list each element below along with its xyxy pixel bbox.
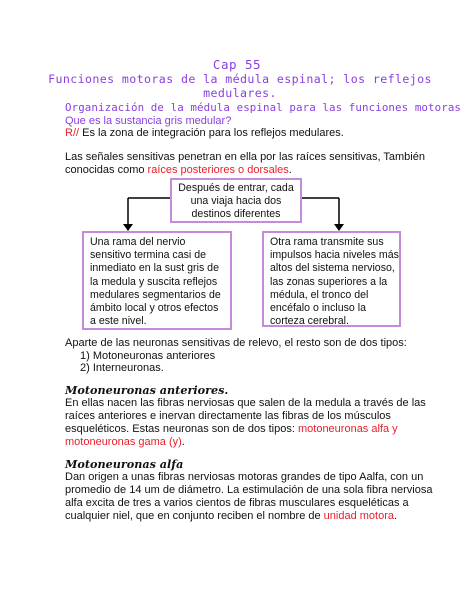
box-line: a este nivel. [90, 315, 147, 328]
paragraph-text: . [394, 510, 398, 522]
box-line: Después de entrar, cada [178, 182, 294, 194]
paragraph-line: Las señales sensitivas penetran en ella por las raíces sensitivas, También [65, 151, 425, 163]
paragraph-line: promedio de 14 um de diámetro. La estimulación de una sola fibra nerviosa [65, 484, 433, 496]
paragraph-text: cualquier niel, que en conjunto reciben el nombre de [65, 510, 324, 522]
highlight-text: motoneuronas gama (y) [65, 436, 182, 448]
paragraph-line [65, 423, 398, 436]
highlight-text: unidad motora [323, 510, 394, 522]
paragraph-text: esqueléticos. Estas neuronas son de dos tipos: [65, 423, 298, 435]
diagram-box-right [262, 231, 401, 327]
chapter-label: Cap 55 [212, 57, 262, 72]
box-line: médula, el tronco del [270, 288, 369, 301]
box-line: la medula y suscita reflejos [90, 275, 218, 288]
box-line: corteza cerebral. [270, 315, 349, 328]
box-line: una viaja hacia dos [190, 195, 282, 207]
arrowhead-left [123, 224, 133, 231]
heading-alfa: Motoneuronas alfa [65, 457, 184, 471]
box-line: las zonas superiores a la [270, 275, 388, 288]
diagram-box-left [82, 231, 232, 330]
box-line: inmediato en la sust gris de [90, 262, 219, 275]
box-line: sensitivo termina casi de [90, 249, 206, 262]
paragraph-line: raíces anteriores e inervan directamente las fibras de los músculos [65, 410, 391, 422]
paragraph-line: alfa excita de tres a varios cientos de fibras musculares esqueléticas a [65, 497, 409, 509]
paragraph-line: En ellas nacen las fibras nerviosas que salen de la medula a través de las [65, 397, 426, 409]
highlight-text: raíces posteriores o dorsales [147, 164, 289, 176]
box-line: impulsos hacia niveles más [270, 249, 399, 262]
question-text: Que es la sustancia gris medular? [65, 115, 232, 127]
box-line: ámbito local y otros efectos [90, 302, 219, 315]
paragraph-line [65, 436, 185, 449]
paragraph-line: Dan origen a unas fibras nerviosas motoras grandes de tipo Aalfa, con un [65, 471, 424, 483]
paragraph-text: . [181, 436, 185, 448]
box-line: Una rama del nervio [90, 236, 186, 248]
box-line: medulares segmentarios de [90, 288, 221, 301]
paragraph-line [65, 510, 397, 523]
box-line: encéfalo o incluso la [270, 302, 366, 315]
arrowhead-right [334, 224, 344, 231]
heading-anteriores: Motoneuronas anteriores. [65, 383, 229, 397]
answer-prefix: R// [65, 127, 80, 139]
diagram-box-top [170, 178, 302, 223]
list-item: 1) Motoneuronas anteriores [80, 350, 216, 362]
box-line: Otra rama transmite sus [270, 236, 384, 248]
highlight-text: motoneuronas alfa y [297, 423, 398, 435]
box-line: destinos diferentes [191, 208, 281, 220]
paragraph-text: conocidas como [65, 164, 148, 176]
page-title: Funciones motoras de la médula espinal; los reflejos medulares. [48, 72, 432, 100]
section-heading: Organización de la médula espinal para las funciones motoras [65, 101, 462, 114]
paragraph-text: . [288, 164, 292, 176]
paragraph-line: Aparte de las neuronas sensitivas de relevo, el resto son de dos tipos: [65, 337, 407, 349]
answer-text: Es la zona de integración para los reflejos medulares. [79, 127, 344, 139]
list-item: 2) Interneuronas. [80, 362, 164, 374]
box-line: altos del sistema nervioso, [270, 262, 395, 275]
